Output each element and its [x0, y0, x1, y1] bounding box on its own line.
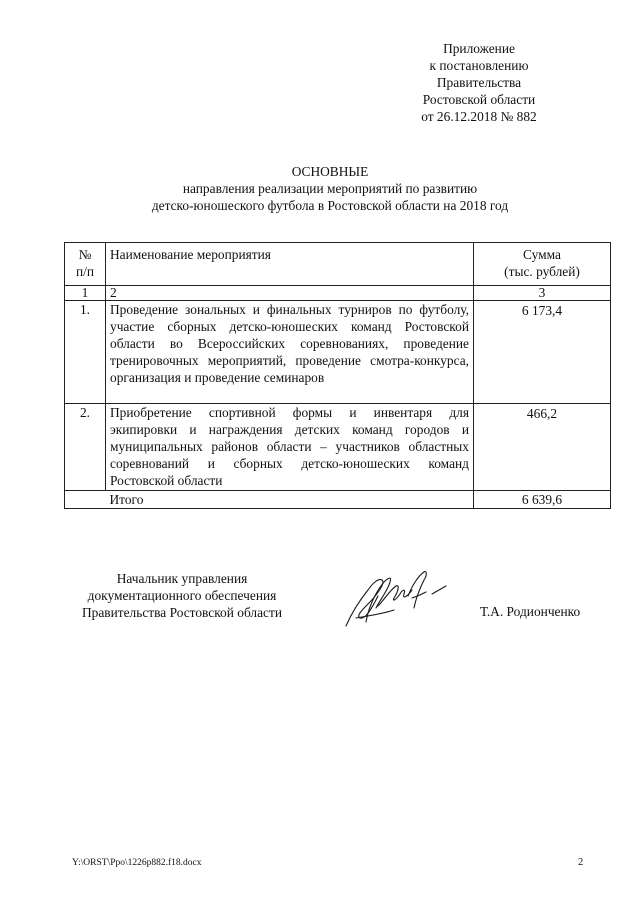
appendix-block: [394, 40, 564, 125]
column-number: 3: [474, 286, 611, 301]
total-num-cell: [65, 491, 106, 509]
table-row: [65, 301, 611, 404]
row-activity: Проведение зональных и финальных турниров по футболу, участие сборных детско-юношеских команд Ростовской области во Всероссийских соревнованиях, проведение тренировочных мероприятий, проведение смотра-конкурса, организация и проведение семинаров: [106, 301, 474, 404]
document-subtitle: детско-юношеского футбола в Ростовской области на 2018 год: [151, 198, 509, 213]
appendix-line: от 26.12.2018 № 882: [421, 109, 537, 124]
page-number: 2: [578, 857, 584, 868]
total-row: [65, 491, 611, 509]
header-name: Наименование мероприятия: [106, 243, 474, 286]
total-sum: 6 639,6: [474, 491, 611, 509]
document-heading: [60, 163, 600, 214]
document-title: ОСНОВНЫЕ: [291, 164, 369, 179]
row-sum: 6 173,4: [474, 301, 611, 404]
table-row: [65, 404, 611, 491]
header-num: № п/п: [65, 243, 106, 286]
column-number: 2: [106, 286, 474, 301]
row-activity: Приобретение спортивной формы и инвентаря для экипировки и награждения детских команд городов и муниципальных районов области – участников областных соревнований и сборных детско-юношеских команд Ростовской области: [106, 404, 474, 491]
row-number: 2.: [65, 404, 106, 491]
activities-table: [64, 242, 611, 509]
table-header-row: [65, 243, 611, 286]
appendix-line: к постановлению: [429, 58, 529, 73]
row-sum: 466,2: [474, 404, 611, 491]
handwritten-signature: [338, 560, 458, 640]
appendix-line: Ростовской области: [422, 92, 536, 107]
appendix-line: Приложение: [443, 41, 515, 56]
signer-position-line: документационного обеспечения: [87, 588, 277, 603]
header-sum: Сумма (тыс. рублей): [474, 243, 611, 286]
column-number-row: [65, 286, 611, 301]
total-label: Итого: [106, 491, 474, 509]
signer-position: [64, 570, 300, 621]
row-number: 1.: [65, 301, 106, 404]
signer-position-line: Правительства Ростовской области: [81, 605, 283, 620]
signer-position-line: Начальник управления: [116, 571, 248, 586]
signer-name: Т.А. Родионченко: [480, 604, 581, 619]
appendix-line: Правительства: [436, 75, 522, 90]
footer-file-path: Y:\ORST\Ppo\1226p882.f18.docx: [72, 858, 202, 868]
document-subtitle: направления реализации мероприятий по развитию: [182, 181, 478, 196]
column-number: 1: [65, 286, 106, 301]
